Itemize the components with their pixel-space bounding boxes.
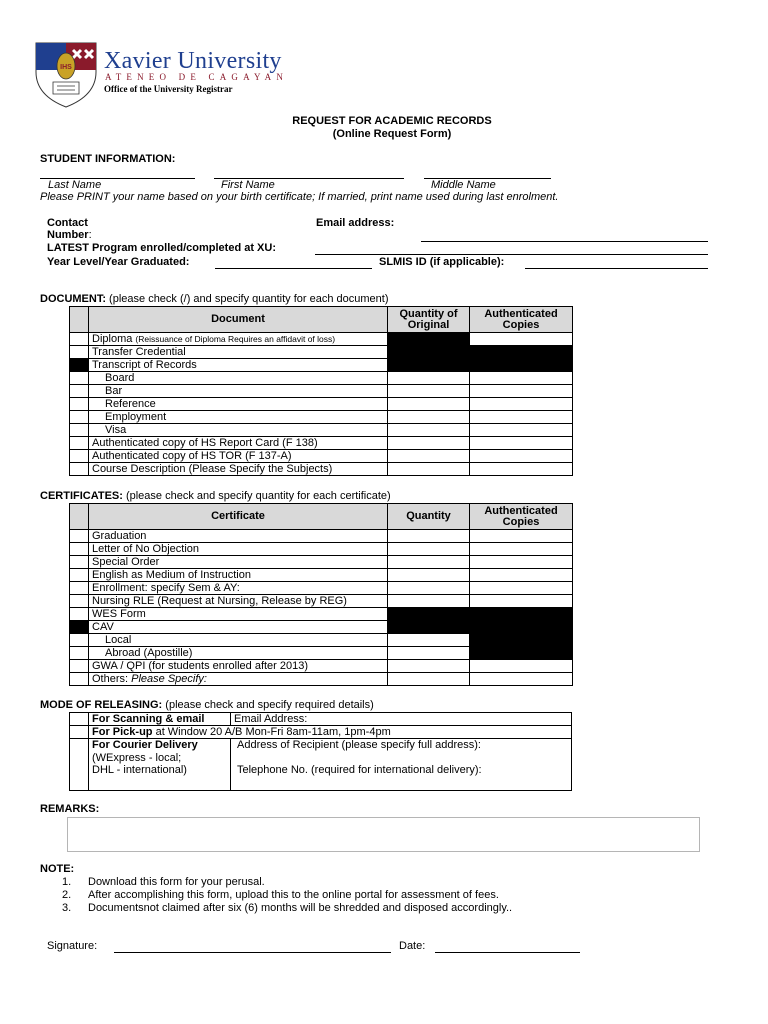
scanning-label: For Scanning & email <box>89 713 231 726</box>
row-checkbox[interactable] <box>70 569 89 582</box>
document-table <box>69 306 573 476</box>
quantity-cell[interactable] <box>388 463 470 476</box>
certificates-table-header <box>70 504 573 530</box>
courier-checkbox[interactable] <box>70 739 89 791</box>
quantity-cell[interactable] <box>388 411 470 424</box>
form-title: REQUEST FOR ACADEMIC RECORDS <box>292 115 492 127</box>
certificate-label: Letter of No Objection <box>89 543 388 556</box>
table-row <box>70 582 573 595</box>
row-checkbox[interactable] <box>70 582 89 595</box>
row-checkbox[interactable] <box>70 530 89 543</box>
authenticated-cell[interactable] <box>470 530 573 543</box>
certificate-label: Nursing RLE (Request at Nursing, Release by REG) <box>89 595 388 608</box>
quantity-cell[interactable] <box>388 634 470 647</box>
first-name-label: First Name <box>221 179 275 191</box>
print-name-note: Please PRINT your name based on your birth certificate; If married, print name used during last enrolment. <box>40 191 559 203</box>
authenticated-cell <box>470 346 573 359</box>
signature-label: Signature: <box>47 940 98 952</box>
middle-name-label: Middle Name <box>431 179 496 191</box>
date-label: Date: <box>399 940 426 952</box>
authenticated-cell[interactable] <box>470 543 573 556</box>
quantity-cell[interactable] <box>388 660 470 673</box>
row-checkbox[interactable] <box>70 647 89 660</box>
program-field[interactable] <box>315 254 708 255</box>
quantity-cell[interactable] <box>388 595 470 608</box>
header-check-cell <box>70 307 89 333</box>
document-label: Diploma (Reissuance of Diploma Requires an affidavit of loss) <box>89 333 388 346</box>
authenticated-cell <box>470 634 573 647</box>
authenticated-cell <box>470 647 573 660</box>
quantity-cell <box>388 608 470 621</box>
row-checkbox[interactable] <box>70 372 89 385</box>
table-row <box>70 424 573 437</box>
releasing-row-courier <box>70 739 572 791</box>
row-checkbox[interactable] <box>70 450 89 463</box>
authenticated-cell[interactable] <box>470 372 573 385</box>
authenticated-cell[interactable] <box>470 595 573 608</box>
slmis-field[interactable] <box>525 268 708 269</box>
table-row <box>70 647 573 660</box>
email-label: Email address: <box>316 217 395 229</box>
row-checkbox[interactable] <box>70 424 89 437</box>
university-logo <box>35 42 97 108</box>
student-info-heading: STUDENT INFORMATION: <box>40 153 176 165</box>
table-row <box>70 634 573 647</box>
scanning-email-field[interactable]: Email Address: <box>231 713 572 726</box>
table-row <box>70 530 573 543</box>
office-name: Office of the University Registrar <box>104 84 233 94</box>
quantity-cell <box>388 621 470 634</box>
authenticated-cell[interactable] <box>470 556 573 569</box>
header-check-cell <box>70 504 89 530</box>
authenticated-cell[interactable] <box>470 398 573 411</box>
row-checkbox[interactable] <box>70 398 89 411</box>
quantity-cell[interactable] <box>388 424 470 437</box>
table-row <box>70 450 573 463</box>
row-checkbox[interactable] <box>70 346 89 359</box>
col-quantity-header: Quantity of Original <box>388 307 470 333</box>
document-label: Transfer Credential <box>89 346 388 359</box>
table-row <box>70 556 573 569</box>
row-checkbox <box>70 359 89 372</box>
table-row <box>70 372 573 385</box>
row-checkbox <box>70 621 89 634</box>
quantity-cell[interactable] <box>388 385 470 398</box>
quantity-cell[interactable] <box>388 647 470 660</box>
authenticated-cell[interactable] <box>470 411 573 424</box>
table-row <box>70 608 573 621</box>
last-name-label: Last Name <box>48 179 102 191</box>
quantity-cell <box>388 346 470 359</box>
table-row <box>70 398 573 411</box>
scanning-checkbox[interactable] <box>70 713 89 726</box>
releasing-row-pickup <box>70 726 572 739</box>
authenticated-cell <box>470 359 573 372</box>
table-row <box>70 385 573 398</box>
telephone-label: Telephone No. (required for international delivery): <box>237 763 482 776</box>
certificate-label: CAV <box>89 621 388 634</box>
signature-field[interactable] <box>114 952 391 953</box>
certificates-table <box>69 503 573 686</box>
document-heading: DOCUMENT: (please check (/) and specify quantity for each document) <box>40 293 389 305</box>
courier-label: For Courier Delivery <box>92 739 198 751</box>
table-row <box>70 569 573 582</box>
table-row <box>70 660 573 673</box>
year-level-field[interactable] <box>215 268 372 269</box>
authenticated-cell <box>470 608 573 621</box>
certificates-heading: CERTIFICATES: (please check and specify quantity for each certificate) <box>40 490 391 502</box>
pickup-label: For Pick-up at Window 20 A/B Mon-Fri 8am-11am, 1pm-4pm <box>89 726 572 739</box>
quantity-cell[interactable] <box>388 450 470 463</box>
contact-number-label: Number: <box>47 229 92 241</box>
document-label: Visa <box>89 424 388 437</box>
list-item: 2. After accomplishing this form, upload this to the online portal for assessment of fees. <box>62 889 499 901</box>
quantity-cell[interactable] <box>388 582 470 595</box>
authenticated-cell[interactable] <box>470 424 573 437</box>
document-label: Employment <box>89 411 388 424</box>
certificate-label: Special Order <box>89 556 388 569</box>
authenticated-cell[interactable] <box>470 463 573 476</box>
certificate-label: Graduation <box>89 530 388 543</box>
row-checkbox[interactable] <box>70 660 89 673</box>
date-field[interactable] <box>435 952 580 953</box>
releasing-row-scanning <box>70 713 572 726</box>
authenticated-cell <box>470 621 573 634</box>
recipient-address-label: Address of Recipient (please specify full address): <box>237 739 481 751</box>
quantity-cell <box>388 359 470 372</box>
document-table-header <box>70 307 573 333</box>
col-authenticated-header: Authenticated Copies <box>470 307 573 333</box>
row-checkbox[interactable] <box>70 333 89 346</box>
document-label: Transcript of Records <box>89 359 388 372</box>
col-quantity-header: Quantity <box>388 504 470 530</box>
authenticated-cell[interactable] <box>470 450 573 463</box>
courier-intl: DHL - international) <box>92 764 187 776</box>
table-row <box>70 621 573 634</box>
table-row <box>70 359 573 372</box>
quantity-cell[interactable] <box>388 372 470 385</box>
table-row <box>70 437 573 450</box>
quantity-cell[interactable] <box>388 437 470 450</box>
releasing-table <box>69 712 572 791</box>
quantity-cell[interactable] <box>388 398 470 411</box>
col-certificate-header: Certificate <box>89 504 388 530</box>
row-checkbox[interactable] <box>70 411 89 424</box>
courier-label-cell <box>89 739 231 791</box>
svg-text:IHS: IHS <box>60 64 72 71</box>
row-checkbox[interactable] <box>70 673 89 686</box>
program-label: LATEST Program enrolled/completed at XU: <box>47 242 276 254</box>
courier-local: (WExpress - local; <box>92 751 182 764</box>
table-row <box>70 346 573 359</box>
table-row <box>70 333 573 346</box>
certificate-label: English as Medium of Instruction <box>89 569 388 582</box>
slmis-label: SLMIS ID (if applicable): <box>379 256 505 268</box>
table-row <box>70 595 573 608</box>
table-row <box>70 411 573 424</box>
row-checkbox[interactable] <box>70 608 89 621</box>
authenticated-cell[interactable] <box>470 660 573 673</box>
quantity-cell[interactable] <box>388 530 470 543</box>
authenticated-cell[interactable] <box>470 437 573 450</box>
shield-icon <box>35 42 97 108</box>
document-label: Bar <box>89 385 388 398</box>
university-subtitle: ATENEO DE CAGAYAN <box>105 72 289 82</box>
year-level-label: Year Level/Year Graduated: <box>47 256 190 268</box>
certificate-label: WES Form <box>89 608 388 621</box>
document-label: Board <box>89 372 388 385</box>
row-checkbox[interactable] <box>70 543 89 556</box>
list-item: 3. Documentsnot claimed after six (6) months will be shredded and disposed accordingly.. <box>62 902 513 914</box>
certificate-label: Others: Please Specify: <box>89 673 388 686</box>
authenticated-cell[interactable] <box>470 673 573 686</box>
row-checkbox[interactable] <box>70 556 89 569</box>
table-row <box>70 543 573 556</box>
document-label: Course Description (Please Specify the Subjects) <box>89 463 388 476</box>
remarks-heading: REMARKS: <box>40 803 100 815</box>
certificate-label: Local <box>89 634 388 647</box>
row-checkbox[interactable] <box>70 595 89 608</box>
note-list <box>62 876 512 915</box>
row-checkbox[interactable] <box>70 385 89 398</box>
quantity-cell[interactable] <box>388 673 470 686</box>
courier-details-cell[interactable] <box>231 739 572 791</box>
list-item: 1. Download this form for your perusal. <box>62 876 265 888</box>
quantity-cell <box>388 333 470 346</box>
certificate-label: Abroad (Apostille) <box>89 647 388 660</box>
row-checkbox[interactable] <box>70 634 89 647</box>
authenticated-cell[interactable] <box>470 582 573 595</box>
table-row <box>70 463 573 476</box>
row-checkbox[interactable] <box>70 463 89 476</box>
document-label: Reference <box>89 398 388 411</box>
note-heading: NOTE: <box>40 863 75 875</box>
quantity-cell[interactable] <box>388 569 470 582</box>
col-authenticated-header: Authenticated Copies <box>470 504 573 530</box>
releasing-heading: MODE OF RELEASING: (please check and specify required details) <box>40 699 374 711</box>
col-document-header: Document <box>89 307 388 333</box>
row-checkbox[interactable] <box>70 437 89 450</box>
document-label: Authenticated copy of HS TOR (F 137-A) <box>89 450 388 463</box>
certificate-label: Enrollment: specify Sem & AY: <box>89 582 388 595</box>
document-label: Authenticated copy of HS Report Card (F 138) <box>89 437 388 450</box>
quantity-cell[interactable] <box>388 543 470 556</box>
contact-label: Contact <box>47 217 88 229</box>
table-row <box>70 673 573 686</box>
authenticated-cell[interactable] <box>470 569 573 582</box>
university-name: Xavier University <box>104 48 282 74</box>
quantity-cell[interactable] <box>388 556 470 569</box>
form-subtitle: (Online Request Form) <box>332 128 452 140</box>
pickup-checkbox[interactable] <box>70 726 89 739</box>
authenticated-cell[interactable] <box>470 333 573 346</box>
email-field[interactable] <box>421 241 708 242</box>
remarks-box[interactable] <box>67 817 700 852</box>
authenticated-cell[interactable] <box>470 385 573 398</box>
certificate-label: GWA / QPI (for students enrolled after 2013) <box>89 660 388 673</box>
